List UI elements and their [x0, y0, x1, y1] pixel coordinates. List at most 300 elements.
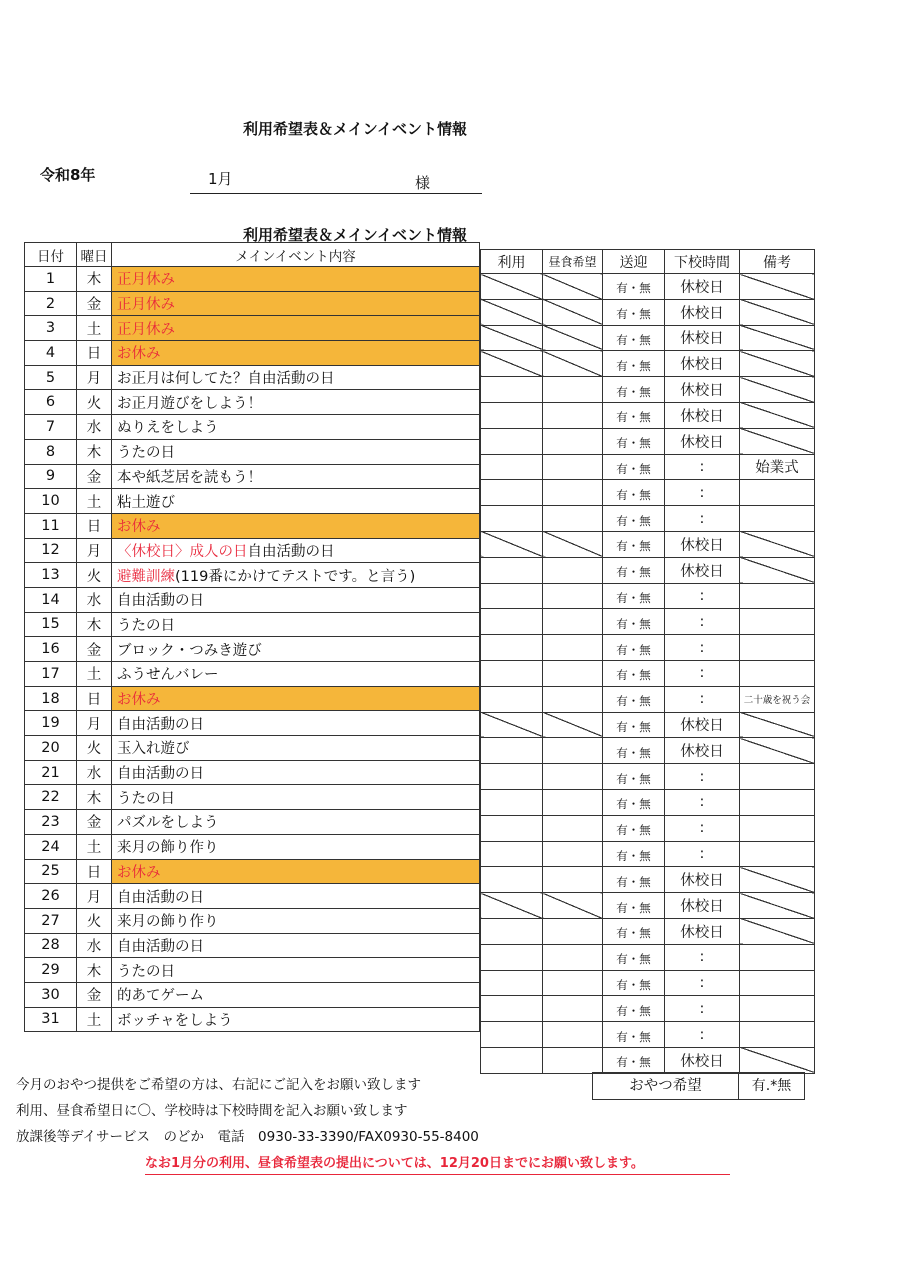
event-text: お休み [117, 692, 161, 709]
weekday-cell: 土 [77, 834, 112, 859]
event-cell [112, 464, 480, 489]
date-cell: 24 [25, 834, 77, 859]
remarks-cell[interactable] [740, 841, 815, 867]
request-row [481, 557, 815, 583]
transport-cell[interactable]: 有・無 [603, 660, 665, 686]
event-highlight: 〈休校日〉成人の日 [117, 543, 248, 560]
event-cell [112, 612, 480, 637]
dismissal-cell[interactable]: 休校日 [665, 712, 740, 738]
date-cell: 9 [25, 464, 77, 489]
weekday-cell: 金 [77, 464, 112, 489]
col-transport: 送迎 [603, 250, 665, 274]
snack-label: おやつ希望 [629, 1078, 702, 1094]
event-row [25, 810, 480, 835]
request-row [481, 402, 815, 428]
request-row [481, 274, 815, 300]
event-text: 本や紙芝居を読もう！ [117, 469, 262, 486]
dismissal-cell[interactable]: : [665, 1022, 740, 1048]
dismissal-cell[interactable]: : [665, 686, 740, 712]
weekday-cell: 月 [77, 711, 112, 736]
transport-cell[interactable]: 有・無 [603, 274, 665, 300]
lunch-cell[interactable] [543, 480, 603, 506]
remarks-cell[interactable] [740, 274, 815, 300]
transport-cell[interactable]: 有・無 [603, 944, 665, 970]
remarks-cell[interactable] [740, 531, 815, 557]
transport-cell[interactable]: 有・無 [603, 299, 665, 325]
snack-option[interactable]: 有.*無 [738, 1073, 804, 1099]
remarks-cell[interactable] [740, 506, 815, 532]
remarks-cell[interactable] [740, 557, 815, 583]
dismissal-cell[interactable]: : [665, 996, 740, 1022]
lunch-cell[interactable] [543, 893, 603, 919]
remarks-cell[interactable] [740, 377, 815, 403]
dismissal-cell[interactable]: 休校日 [665, 428, 740, 454]
remarks-cell[interactable]: 始業式 [740, 454, 815, 480]
weekday-cell: 日 [77, 686, 112, 711]
remarks-cell[interactable] [740, 944, 815, 970]
date-cell: 23 [25, 810, 77, 835]
event-cell [112, 489, 480, 514]
transport-cell[interactable]: 有・無 [603, 531, 665, 557]
use-cell[interactable] [481, 1047, 543, 1073]
dismissal-cell[interactable]: : [665, 970, 740, 996]
request-row [481, 1022, 815, 1048]
remarks-cell[interactable] [740, 712, 815, 738]
lunch-cell[interactable] [543, 815, 603, 841]
remarks-cell[interactable] [740, 1022, 815, 1048]
use-cell[interactable] [481, 712, 543, 738]
dismissal-cell[interactable]: : [665, 764, 740, 790]
event-text: お正月は何してた？自由活動の日 [117, 371, 335, 388]
request-row [481, 996, 815, 1022]
dismissal-cell[interactable]: : [665, 454, 740, 480]
lunch-cell[interactable] [543, 996, 603, 1022]
date-cell: 26 [25, 884, 77, 909]
remarks-cell[interactable] [740, 970, 815, 996]
dismissal-cell[interactable]: : [665, 635, 740, 661]
event-row [25, 489, 480, 514]
transport-cell[interactable]: 有・無 [603, 918, 665, 944]
remarks-cell[interactable] [740, 609, 815, 635]
dismissal-cell[interactable]: : [665, 583, 740, 609]
request-row [481, 299, 815, 325]
transport-cell[interactable]: 有・無 [603, 815, 665, 841]
col-date: 日付 [25, 243, 77, 267]
col-event: メインイベント内容 [112, 243, 480, 267]
transport-cell[interactable]: 有・無 [603, 428, 665, 454]
note-snack: 今月のおやつ提供をご希望の方は、右記にご記入をお願い致します [16, 1077, 421, 1093]
transport-cell[interactable]: 有・無 [603, 402, 665, 428]
date-cell: 31 [25, 1007, 77, 1032]
use-cell[interactable] [481, 841, 543, 867]
event-text: うたの日 [117, 445, 175, 462]
event-row [25, 958, 480, 983]
event-cell [112, 686, 480, 711]
dismissal-cell[interactable]: : [665, 841, 740, 867]
date-cell: 18 [25, 686, 77, 711]
dismissal-cell[interactable]: 休校日 [665, 918, 740, 944]
event-cell [112, 316, 480, 341]
request-row [481, 660, 815, 686]
table-title: 利用希望表＆メインイベント情報 [243, 226, 467, 244]
use-cell[interactable] [481, 764, 543, 790]
date-cell: 28 [25, 933, 77, 958]
event-text: 自由活動の日 [117, 766, 204, 783]
event-row [25, 834, 480, 859]
dismissal-cell[interactable]: : [665, 506, 740, 532]
date-cell: 13 [25, 563, 77, 588]
name-underline[interactable] [190, 193, 482, 194]
transport-cell[interactable]: 有・無 [603, 712, 665, 738]
use-cell[interactable] [481, 531, 543, 557]
event-row [25, 760, 480, 785]
transport-cell[interactable]: 有・無 [603, 583, 665, 609]
dismissal-cell[interactable]: 休校日 [665, 531, 740, 557]
request-row [481, 815, 815, 841]
date-cell: 20 [25, 736, 77, 761]
lunch-cell[interactable] [543, 970, 603, 996]
event-text: 来月の飾り作り [117, 840, 219, 857]
weekday-cell: 土 [77, 1007, 112, 1032]
remarks-cell[interactable] [740, 583, 815, 609]
weekday-cell: 金 [77, 637, 112, 662]
transport-cell[interactable]: 有・無 [603, 1047, 665, 1073]
request-row [481, 944, 815, 970]
date-cell: 2 [25, 291, 77, 316]
weekday-cell: 水 [77, 760, 112, 785]
event-text: ボッチャをしよう [117, 1012, 233, 1029]
event-highlight: 避難訓練 [117, 568, 175, 585]
transport-cell[interactable]: 有・無 [603, 609, 665, 635]
lunch-cell[interactable] [543, 635, 603, 661]
use-cell[interactable] [481, 686, 543, 712]
dismissal-cell[interactable]: 休校日 [665, 351, 740, 377]
event-cell [112, 982, 480, 1007]
lunch-cell[interactable] [543, 402, 603, 428]
event-row [25, 538, 480, 563]
use-cell[interactable] [481, 970, 543, 996]
dismissal-cell[interactable]: : [665, 660, 740, 686]
use-cell[interactable] [481, 918, 543, 944]
event-row [25, 513, 480, 538]
dismissal-cell[interactable]: : [665, 480, 740, 506]
remarks-cell[interactable] [740, 789, 815, 815]
dismissal-cell[interactable]: 休校日 [665, 738, 740, 764]
use-cell[interactable] [481, 893, 543, 919]
remarks-cell[interactable] [740, 867, 815, 893]
lunch-cell[interactable] [543, 454, 603, 480]
weekday-cell: 金 [77, 982, 112, 1007]
date-cell: 3 [25, 316, 77, 341]
weekday-cell: 木 [77, 267, 112, 292]
transport-cell[interactable]: 有・無 [603, 351, 665, 377]
remarks-cell[interactable] [740, 918, 815, 944]
request-row [481, 377, 815, 403]
use-cell[interactable] [481, 867, 543, 893]
use-cell[interactable] [481, 480, 543, 506]
remarks-cell[interactable] [740, 996, 815, 1022]
use-cell[interactable] [481, 274, 543, 300]
transport-cell[interactable]: 有・無 [603, 893, 665, 919]
date-cell: 21 [25, 760, 77, 785]
event-text: ブロック・つみき遊び [117, 642, 262, 659]
lunch-cell[interactable] [543, 764, 603, 790]
dismissal-cell[interactable]: : [665, 789, 740, 815]
date-cell: 30 [25, 982, 77, 1007]
lunch-cell[interactable] [543, 789, 603, 815]
event-table [24, 242, 480, 1032]
transport-cell[interactable]: 有・無 [603, 454, 665, 480]
request-row [481, 867, 815, 893]
weekday-cell: 土 [77, 316, 112, 341]
transport-cell[interactable]: 有・無 [603, 867, 665, 893]
event-row [25, 933, 480, 958]
date-cell: 15 [25, 612, 77, 637]
event-cell [112, 341, 480, 366]
lunch-cell[interactable] [543, 274, 603, 300]
dismissal-cell[interactable]: : [665, 609, 740, 635]
transport-cell[interactable]: 有・無 [603, 1022, 665, 1048]
event-row [25, 612, 480, 637]
remarks-cell[interactable] [740, 351, 815, 377]
use-cell[interactable] [481, 583, 543, 609]
event-cell [112, 587, 480, 612]
event-cell [112, 538, 480, 563]
transport-cell[interactable]: 有・無 [603, 996, 665, 1022]
event-row [25, 711, 480, 736]
dismissal-cell[interactable]: 休校日 [665, 893, 740, 919]
use-cell[interactable] [481, 996, 543, 1022]
event-cell [112, 933, 480, 958]
use-cell[interactable] [481, 635, 543, 661]
remarks-cell[interactable] [740, 660, 815, 686]
weekday-cell: 月 [77, 538, 112, 563]
lunch-cell[interactable] [543, 686, 603, 712]
event-text: 正月休み [117, 272, 175, 289]
use-cell[interactable] [481, 299, 543, 325]
remarks-cell[interactable] [740, 480, 815, 506]
event-cell [112, 415, 480, 440]
event-row [25, 859, 480, 884]
lunch-cell[interactable] [543, 1022, 603, 1048]
lunch-cell[interactable] [543, 712, 603, 738]
lunch-cell[interactable] [543, 738, 603, 764]
lunch-cell[interactable] [543, 867, 603, 893]
col-dismissal: 下校時間 [665, 250, 740, 274]
weekday-cell: 木 [77, 612, 112, 637]
transport-cell[interactable]: 有・無 [603, 738, 665, 764]
date-cell: 1 [25, 267, 77, 292]
date-cell: 11 [25, 513, 77, 538]
weekday-cell: 土 [77, 662, 112, 687]
event-row [25, 415, 480, 440]
use-cell[interactable] [481, 454, 543, 480]
date-cell: 10 [25, 489, 77, 514]
remarks-cell[interactable] [740, 815, 815, 841]
event-row [25, 291, 480, 316]
request-row [481, 970, 815, 996]
lunch-cell[interactable] [543, 944, 603, 970]
weekday-cell: 土 [77, 489, 112, 514]
dismissal-cell[interactable]: 休校日 [665, 377, 740, 403]
transport-cell[interactable]: 有・無 [603, 789, 665, 815]
event-text: うたの日 [117, 617, 175, 634]
dismissal-cell[interactable]: : [665, 944, 740, 970]
event-cell [112, 958, 480, 983]
event-row [25, 662, 480, 687]
event-cell [112, 859, 480, 884]
date-cell: 5 [25, 365, 77, 390]
event-row [25, 785, 480, 810]
col-remarks: 備考 [740, 250, 815, 274]
lunch-cell[interactable] [543, 660, 603, 686]
transport-cell[interactable]: 有・無 [603, 970, 665, 996]
era-year: 令和8年 [40, 166, 96, 184]
transport-cell[interactable]: 有・無 [603, 841, 665, 867]
use-cell[interactable] [481, 660, 543, 686]
use-cell[interactable] [481, 325, 543, 351]
event-cell [112, 908, 480, 933]
transport-cell[interactable]: 有・無 [603, 480, 665, 506]
lunch-cell[interactable] [543, 377, 603, 403]
weekday-cell: 金 [77, 810, 112, 835]
lunch-cell[interactable] [543, 428, 603, 454]
event-text: ふうせんバレー [117, 667, 219, 684]
remarks-cell[interactable] [740, 325, 815, 351]
remarks-cell[interactable]: 二十歳を祝う会 [740, 686, 815, 712]
weekday-cell: 木 [77, 958, 112, 983]
use-cell[interactable] [481, 944, 543, 970]
lunch-cell[interactable] [543, 557, 603, 583]
event-cell [112, 637, 480, 662]
remarks-cell[interactable] [740, 764, 815, 790]
event-text: 玉入れ遊び [117, 741, 190, 758]
transport-cell[interactable]: 有・無 [603, 635, 665, 661]
event-cell [112, 513, 480, 538]
transport-cell[interactable]: 有・無 [603, 764, 665, 790]
request-row [481, 789, 815, 815]
date-cell: 29 [25, 958, 77, 983]
use-cell[interactable] [481, 738, 543, 764]
lunch-cell[interactable] [543, 583, 603, 609]
remarks-cell[interactable] [740, 299, 815, 325]
weekday-cell: 月 [77, 884, 112, 909]
request-row [481, 428, 815, 454]
transport-cell[interactable]: 有・無 [603, 686, 665, 712]
event-row [25, 686, 480, 711]
weekday-cell: 月 [77, 365, 112, 390]
event-row [25, 464, 480, 489]
event-cell [112, 810, 480, 835]
event-text: 的あてゲーム [117, 988, 204, 1005]
event-cell [112, 365, 480, 390]
event-text: 自由活動の日 [117, 889, 204, 906]
date-cell: 7 [25, 415, 77, 440]
use-cell[interactable] [481, 506, 543, 532]
dismissal-cell[interactable]: 休校日 [665, 325, 740, 351]
event-row [25, 267, 480, 292]
request-table [480, 249, 815, 1074]
request-table-header [481, 250, 815, 274]
dismissal-cell[interactable]: : [665, 815, 740, 841]
date-cell: 27 [25, 908, 77, 933]
transport-cell[interactable]: 有・無 [603, 506, 665, 532]
event-text: お正月遊びをしよう！ [117, 395, 262, 412]
weekday-cell: 水 [77, 415, 112, 440]
event-text: (119番にかけてテストです。と言う) [175, 568, 416, 585]
request-row [481, 506, 815, 532]
lunch-cell[interactable] [543, 299, 603, 325]
remarks-cell[interactable] [740, 402, 815, 428]
remarks-cell[interactable] [740, 738, 815, 764]
snack-request-box [592, 1072, 805, 1100]
event-row [25, 316, 480, 341]
event-table-header [25, 243, 480, 267]
transport-cell[interactable]: 有・無 [603, 557, 665, 583]
lunch-cell[interactable] [543, 609, 603, 635]
request-row [481, 712, 815, 738]
transport-cell[interactable]: 有・無 [603, 325, 665, 351]
lunch-cell[interactable] [543, 531, 603, 557]
event-cell [112, 711, 480, 736]
use-cell[interactable] [481, 1022, 543, 1048]
request-row [481, 918, 815, 944]
lunch-cell[interactable] [543, 841, 603, 867]
use-cell[interactable] [481, 609, 543, 635]
month-label: 1月 [208, 170, 233, 188]
dismissal-cell[interactable]: 休校日 [665, 402, 740, 428]
date-cell: 17 [25, 662, 77, 687]
dismissal-cell[interactable]: 休校日 [665, 274, 740, 300]
dismissal-cell[interactable]: 休校日 [665, 557, 740, 583]
lunch-cell[interactable] [543, 325, 603, 351]
lunch-cell[interactable] [543, 506, 603, 532]
event-text: 自由活動の日 [117, 938, 204, 955]
lunch-cell[interactable] [543, 1047, 603, 1073]
use-cell[interactable] [481, 428, 543, 454]
remarks-cell[interactable] [740, 428, 815, 454]
use-cell[interactable] [481, 789, 543, 815]
weekday-cell: 火 [77, 736, 112, 761]
event-text: 正月休み [117, 321, 175, 338]
request-row [481, 1047, 815, 1073]
use-cell[interactable] [481, 815, 543, 841]
dismissal-cell[interactable]: 休校日 [665, 299, 740, 325]
transport-cell[interactable]: 有・無 [603, 377, 665, 403]
request-row [481, 480, 815, 506]
weekday-cell: 日 [77, 513, 112, 538]
dismissal-cell[interactable]: 休校日 [665, 867, 740, 893]
use-cell[interactable] [481, 351, 543, 377]
use-cell[interactable] [481, 557, 543, 583]
remarks-cell[interactable] [740, 1047, 815, 1073]
date-cell: 8 [25, 439, 77, 464]
use-cell[interactable] [481, 402, 543, 428]
event-text: うたの日 [117, 790, 175, 807]
remarks-cell[interactable] [740, 635, 815, 661]
weekday-cell: 金 [77, 291, 112, 316]
note-instructions: 利用、昼食希望日に〇、学校時は下校時間を記入お願い致します [16, 1103, 408, 1119]
lunch-cell[interactable] [543, 918, 603, 944]
col-weekday: 曜日 [77, 243, 112, 267]
lunch-cell[interactable] [543, 351, 603, 377]
weekday-cell: 水 [77, 587, 112, 612]
dismissal-cell[interactable]: 休校日 [665, 1047, 740, 1073]
use-cell[interactable] [481, 377, 543, 403]
event-cell [112, 662, 480, 687]
remarks-cell[interactable] [740, 893, 815, 919]
event-text: お休み [117, 519, 161, 536]
